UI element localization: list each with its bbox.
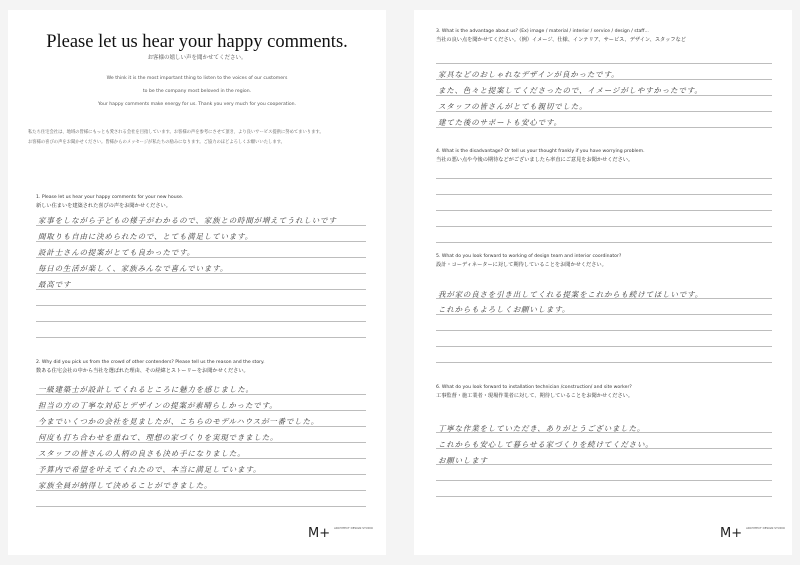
question-4-english: 4. What is the disadvantage? Or tell us your thought frankly if you have worrying problem. [436,149,645,154]
answer-line [436,362,772,363]
question-6 [436,384,776,400]
handwritten-answer: これからもよろしくお願いします。 [438,305,571,314]
handwritten-answer: 何度も打ち合わせを重ねて、理想の家づくりを実現できました。 [38,433,279,442]
handwritten-answer: 家族全員が納得して決めることができました。 [38,481,213,490]
handwritten-answer: 一級建築士が設計してくれるところに魅力を感じました。 [38,385,254,394]
intro-japanese [28,128,366,148]
logo-tagline: ARCHITECT DESIGN STUDIO [746,526,786,530]
handwritten-answer: 予算内で希望を叶えてくれたので、本当に満足しています。 [38,465,262,474]
intro-english [38,72,356,111]
question-2 [36,359,376,375]
company-logo [308,526,374,541]
handwritten-answer: 設計士さんの提案がとても良かったです。 [38,248,196,257]
handwritten-answer: 担当の方の丁寧な対応とデザインの提案が素晴らしかったです。 [38,401,278,410]
answer-line [436,496,772,497]
answer-line [436,226,772,227]
question-1 [36,194,376,210]
question-6-english: 6. What do you look forward to installation technician /construction/ and site worker? [436,385,632,390]
answer-line [436,178,772,179]
handwritten-answer: また、色々と提案してくださったので、イメージがしやすかったです。 [438,86,703,95]
answer-line [436,480,772,481]
answer-line [436,63,772,64]
page-subtitle: お客様の嬉しい声を聞かせてください。 [147,55,247,61]
handwritten-answer: 家具などのおしゃれなデザインが良かったです。 [438,70,620,79]
question-4-japanese: 当社の悪い点や今後の期待などがございましたら率直にご意見をお聞かせください。 [436,157,634,163]
answer-line [436,346,772,347]
handwritten-answer: 我が家の良さを引き出してくれる提案をこれからも続けてほしいです。 [438,290,703,299]
question-5-english: 5. What do you look forward to working of design team and interior coordinator? [436,254,622,259]
page-title: Please let us hear your happy comments. [46,32,348,52]
answer-line [36,506,366,507]
handwritten-answer: 間取りも自由に決められたので、とても満足しています。 [38,232,254,241]
question-5-japanese: 設計・コーディネーターに対して期待していることをお聞かせください。 [436,262,607,268]
survey-page-left [8,10,386,555]
handwritten-answer: 毎日の生活が楽しく、家族みんなで喜んでいます。 [38,264,229,273]
handwritten-answer: 丁寧な作業をしていただき、ありがとうございました。 [438,424,646,433]
question-3 [436,28,776,44]
handwritten-answer: 家事をしながら子どもの様子がわかるので、家族との時間が増えてうれしいです [38,216,337,225]
logo-mark: M+ [720,526,743,541]
answer-line [36,337,366,338]
handwritten-answer: 最高です [38,280,72,289]
handwritten-answer: お願いします [438,456,488,465]
intro-line: We think it is the most important thing to listen to the voices of our customers [106,76,288,81]
logo-tagline: ARCHITECT DESIGN STUDIO [334,526,374,530]
question-2-english: 2. Why did you pick us from the crowd of other contenders? Please tell us the reason and the story. [36,360,265,365]
intro-jp-line: 私たち住宅会社は、地域の皆様にもっとも愛される会社を目指しています。お客様の声を参考にさせて頂き、より良いサービス提供に努めてまいります。 [28,130,324,135]
answer-line [436,210,772,211]
question-3-japanese: 当社の良い点を聞かせてください。（例）イメージ、仕様、インテリア、サービス、デザイン、スタッフなど [436,37,686,43]
answer-line [436,330,772,331]
question-1-english: 1. Please let us hear your happy comments for your new house. [36,195,184,200]
handwritten-answer: 今までいくつかの会社を見ましたが、こちらのモデルハウスが一番でした。 [38,417,320,426]
question-4 [436,148,776,164]
question-5 [436,253,776,269]
handwritten-answer: スタッフの皆さんがとても親切でした。 [438,102,588,111]
answer-line [36,305,366,306]
intro-line: Your happy comments make energy for us. Thank you very much for you cooperation. [97,102,297,107]
question-6-japanese: 工事監督・施工業者・現場作業者に対して、期待していることをお聞かせください。 [436,393,634,399]
question-1-japanese: 新しい住まいを建築された喜びの声をお聞かせください。 [36,203,171,209]
survey-page-right [414,10,792,555]
answer-line [436,242,772,243]
question-2-japanese: 数ある住宅会社の中から当社を選ばれた理由、その経緯とストーリーをお聞かせください。 [36,368,249,374]
logo-mark: M+ [308,526,331,541]
intro-line: to be the company most beloved in the region. [142,89,252,94]
handwritten-answer: 建てた後のサポートも安心です。 [438,118,562,127]
intro-jp-line: お客様の喜びの声をお聞かせください。皆様からのメッセージが私たちの励みになります。ご協力のほどよろしくお願いいたします。 [28,140,285,145]
answer-line [36,289,366,290]
company-logo [720,526,786,541]
question-3-english: 3. What is the advantage about us? (Ex) image / material / interior / service / design / staff... [436,29,649,34]
answer-line [36,321,366,322]
answer-line [436,194,772,195]
handwritten-answer: これからも安心して暮らせる家づくりを続けてください。 [438,440,654,449]
handwritten-answer: スタッフの皆さんの人柄の良さも決め手になりました。 [38,449,246,458]
